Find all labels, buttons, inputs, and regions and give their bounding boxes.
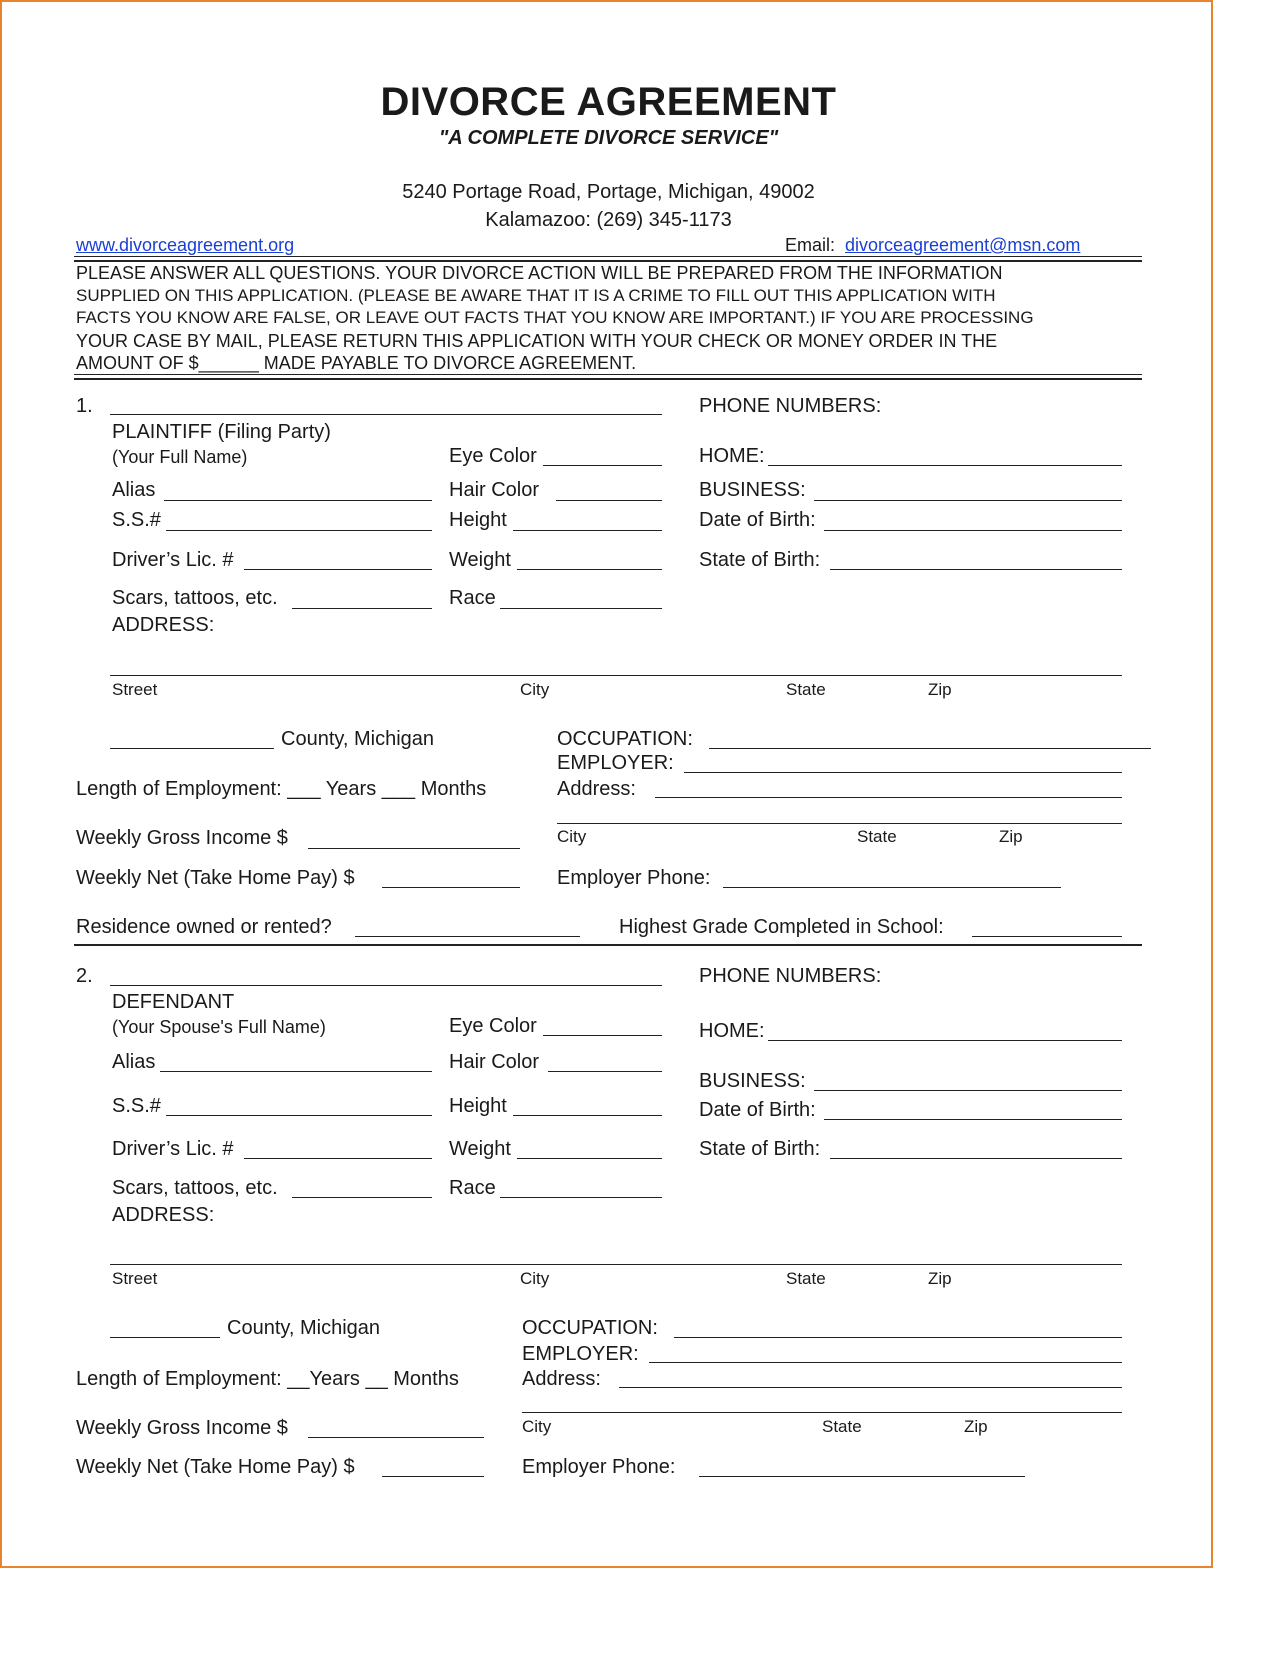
defendant-business-phone-field[interactable] bbox=[814, 1090, 1122, 1091]
plaintiff-party-label: PLAINTIFF (Filing Party) bbox=[112, 421, 331, 443]
defendant-employer-city-caption: City bbox=[522, 1417, 552, 1436]
defendant-alias-label: Alias bbox=[112, 1051, 156, 1073]
plaintiff-dob-label: Date of Birth: bbox=[699, 509, 816, 531]
plaintiff-employer-address-line2[interactable] bbox=[557, 823, 1122, 824]
defendant-race-field[interactable] bbox=[500, 1197, 662, 1198]
section-1-number: 1. bbox=[76, 395, 93, 417]
defendant-name-field[interactable] bbox=[110, 985, 662, 986]
plaintiff-height-field[interactable] bbox=[513, 530, 662, 531]
plaintiff-zip-caption: Zip bbox=[928, 680, 952, 699]
plaintiff-length-of-employment: Length of Employment: ___ Years ___ Months bbox=[76, 778, 487, 800]
plaintiff-home-phone-field[interactable] bbox=[768, 465, 1122, 466]
defendant-employer-zip-caption: Zip bbox=[964, 1417, 988, 1436]
plaintiff-race-label: Race bbox=[449, 587, 496, 609]
defendant-employer-state-caption: State bbox=[822, 1417, 862, 1436]
page-title: DIVORCE AGREEMENT bbox=[380, 80, 837, 124]
defendant-occupation-field[interactable] bbox=[674, 1337, 1122, 1338]
plaintiff-weekly-net-label: Weekly Net (Take Home Pay) $ bbox=[76, 867, 355, 889]
plaintiff-eye-color-field[interactable] bbox=[543, 465, 662, 466]
defendant-hair-color-label: Hair Color bbox=[449, 1051, 540, 1073]
instructions-divider bbox=[74, 374, 1142, 380]
defendant-business-phone-label: BUSINESS: bbox=[699, 1070, 806, 1092]
plaintiff-weekly-gross-field[interactable] bbox=[308, 848, 520, 849]
defendant-address-label: ADDRESS: bbox=[112, 1204, 215, 1226]
plaintiff-drivers-lic-label: Driver’s Lic. # bbox=[112, 549, 234, 571]
plaintiff-employer-phone-label: Employer Phone: bbox=[557, 867, 711, 889]
plaintiff-highest-grade-field[interactable] bbox=[972, 936, 1122, 937]
defendant-employer-phone-field[interactable] bbox=[699, 1476, 1025, 1477]
defendant-height-label: Height bbox=[449, 1095, 507, 1117]
plaintiff-city-caption: City bbox=[520, 680, 550, 699]
plaintiff-ss-field[interactable] bbox=[166, 530, 432, 531]
plaintiff-height-label: Height bbox=[449, 509, 507, 531]
email-label: Email: bbox=[785, 235, 836, 255]
plaintiff-name-field[interactable] bbox=[110, 414, 662, 415]
plaintiff-race-field[interactable] bbox=[500, 608, 662, 609]
plaintiff-hair-color-field[interactable] bbox=[556, 500, 662, 501]
defendant-employer-field[interactable] bbox=[649, 1362, 1122, 1363]
plaintiff-state-caption: State bbox=[786, 680, 826, 699]
plaintiff-hair-color-label: Hair Color bbox=[449, 479, 540, 501]
plaintiff-weekly-gross-label: Weekly Gross Income $ bbox=[76, 827, 288, 849]
defendant-ss-field[interactable] bbox=[166, 1115, 432, 1116]
plaintiff-scars-label: Scars, tattoos, etc. bbox=[112, 587, 278, 609]
plaintiff-name-hint: (Your Full Name) bbox=[112, 447, 248, 467]
plaintiff-state-of-birth-label: State of Birth: bbox=[699, 549, 821, 571]
defendant-employer-phone-label: Employer Phone: bbox=[522, 1456, 676, 1478]
instructions-line-4: YOUR CASE BY MAIL, PLEASE RETURN THIS APPLICATION WITH YOUR CHECK OR MONEY ORDER IN THE bbox=[76, 331, 998, 351]
defendant-scars-label: Scars, tattoos, etc. bbox=[112, 1177, 278, 1199]
plaintiff-county-label: County, Michigan bbox=[281, 728, 435, 750]
section-2-number: 2. bbox=[76, 965, 93, 987]
plaintiff-weekly-net-field[interactable] bbox=[382, 887, 520, 888]
page-subtitle: "A COMPLETE DIVORCE SERVICE" bbox=[438, 127, 779, 149]
defendant-height-field[interactable] bbox=[513, 1115, 662, 1116]
defendant-county-field[interactable] bbox=[110, 1337, 220, 1338]
plaintiff-business-phone-label: BUSINESS: bbox=[699, 479, 806, 501]
defendant-employer-address-line2[interactable] bbox=[522, 1412, 1122, 1413]
instructions-line-5: AMOUNT OF $______ MADE PAYABLE TO DIVORCE AGREEMENT. bbox=[76, 353, 637, 373]
defendant-street-caption: Street bbox=[112, 1269, 158, 1288]
plaintiff-employer-address-field[interactable] bbox=[655, 797, 1122, 798]
website-link[interactable]: www.divorceagreement.org bbox=[76, 235, 295, 255]
plaintiff-alias-label: Alias bbox=[112, 479, 156, 501]
defendant-weight-label: Weight bbox=[449, 1138, 511, 1160]
plaintiff-ss-label: S.S.# bbox=[112, 509, 161, 531]
plaintiff-residence-field[interactable] bbox=[355, 936, 580, 937]
defendant-occupation-label: OCCUPATION: bbox=[522, 1317, 658, 1339]
defendant-employer-address-label: Address: bbox=[522, 1368, 601, 1390]
instructions-line-3: FACTS YOU KNOW ARE FALSE, OR LEAVE OUT FACTS THAT YOU KNOW ARE IMPORTANT.) IF YOU ARE PROCESSING bbox=[76, 308, 1034, 327]
plaintiff-employer-field[interactable] bbox=[684, 772, 1122, 773]
defendant-drivers-lic-field[interactable] bbox=[244, 1158, 432, 1159]
defendant-zip-caption: Zip bbox=[928, 1269, 952, 1288]
plaintiff-phone-numbers-heading: PHONE NUMBERS: bbox=[699, 395, 882, 417]
office-phone: Kalamazoo: (269) 345-1173 bbox=[485, 209, 732, 231]
defendant-dob-label: Date of Birth: bbox=[699, 1099, 816, 1121]
office-address: 5240 Portage Road, Portage, Michigan, 49002 bbox=[402, 181, 815, 203]
plaintiff-occupation-field[interactable] bbox=[709, 748, 1151, 749]
defendant-state-caption: State bbox=[786, 1269, 826, 1288]
defendant-weekly-gross-field[interactable] bbox=[308, 1437, 484, 1438]
defendant-state-of-birth-field[interactable] bbox=[830, 1158, 1122, 1159]
email-link[interactable]: divorceagreement@msn.com bbox=[845, 235, 1081, 255]
plaintiff-address-label: ADDRESS: bbox=[112, 614, 215, 636]
defendant-eye-color-field[interactable] bbox=[543, 1035, 662, 1036]
defendant-home-phone-field[interactable] bbox=[768, 1040, 1122, 1041]
defendant-eye-color-label: Eye Color bbox=[449, 1015, 537, 1037]
defendant-alias-field[interactable] bbox=[160, 1071, 432, 1072]
plaintiff-address-field[interactable] bbox=[110, 675, 1122, 676]
defendant-county-label: County, Michigan bbox=[227, 1317, 381, 1339]
defendant-weekly-net-field[interactable] bbox=[382, 1476, 484, 1477]
instructions-line-1: PLEASE ANSWER ALL QUESTIONS. YOUR DIVORCE ACTION WILL BE PREPARED FROM THE INFORMATION bbox=[76, 263, 1003, 283]
plaintiff-alias-field[interactable] bbox=[164, 500, 432, 501]
defendant-employer-address-field[interactable] bbox=[619, 1387, 1122, 1388]
defendant-hair-color-field[interactable] bbox=[548, 1071, 662, 1072]
defendant-length-of-employment: Length of Employment: __Years __ Months bbox=[76, 1368, 459, 1390]
defendant-employer-label: EMPLOYER: bbox=[522, 1343, 639, 1365]
defendant-name-hint: (Your Spouse's Full Name) bbox=[112, 1017, 326, 1037]
defendant-party-label: DEFENDANT bbox=[112, 991, 235, 1013]
defendant-weekly-net-label: Weekly Net (Take Home Pay) $ bbox=[76, 1456, 355, 1478]
plaintiff-employer-zip-caption: Zip bbox=[999, 827, 1023, 846]
plaintiff-employer-city-caption: City bbox=[557, 827, 587, 846]
plaintiff-scars-field[interactable] bbox=[292, 608, 432, 609]
defendant-home-phone-label: HOME: bbox=[699, 1020, 765, 1042]
plaintiff-occupation-label: OCCUPATION: bbox=[557, 728, 693, 750]
instructions-line-2: SUPPLIED ON THIS APPLICATION. (PLEASE BE AWARE THAT IT IS A CRIME TO FILL OUT THIS APPLICATION WITH bbox=[76, 286, 996, 305]
plaintiff-weight-field[interactable] bbox=[517, 569, 662, 570]
plaintiff-residence-label: Residence owned or rented? bbox=[76, 916, 332, 938]
plaintiff-dob-field[interactable] bbox=[824, 530, 1122, 531]
defendant-ss-label: S.S.# bbox=[112, 1095, 161, 1117]
defendant-dob-field[interactable] bbox=[824, 1119, 1122, 1120]
defendant-address-field[interactable] bbox=[110, 1264, 1122, 1265]
defendant-state-of-birth-label: State of Birth: bbox=[699, 1138, 821, 1160]
plaintiff-highest-grade-label: Highest Grade Completed in School: bbox=[619, 916, 944, 938]
defendant-city-caption: City bbox=[520, 1269, 550, 1288]
plaintiff-employer-label: EMPLOYER: bbox=[557, 752, 674, 774]
plaintiff-street-caption: Street bbox=[112, 680, 158, 699]
plaintiff-weight-label: Weight bbox=[449, 549, 511, 571]
defendant-race-label: Race bbox=[449, 1177, 496, 1199]
plaintiff-business-phone-field[interactable] bbox=[814, 500, 1122, 501]
section-divider bbox=[74, 944, 1142, 946]
plaintiff-home-phone-label: HOME: bbox=[699, 445, 765, 467]
defendant-phone-numbers-heading: PHONE NUMBERS: bbox=[699, 965, 882, 987]
defendant-scars-field[interactable] bbox=[292, 1197, 432, 1198]
defendant-drivers-lic-label: Driver’s Lic. # bbox=[112, 1138, 234, 1160]
plaintiff-eye-color-label: Eye Color bbox=[449, 445, 537, 467]
plaintiff-state-of-birth-field[interactable] bbox=[830, 569, 1122, 570]
defendant-weight-field[interactable] bbox=[517, 1158, 662, 1159]
plaintiff-drivers-lic-field[interactable] bbox=[244, 569, 432, 570]
plaintiff-county-field[interactable] bbox=[110, 748, 274, 749]
plaintiff-employer-address-label: Address: bbox=[557, 778, 636, 800]
plaintiff-employer-phone-field[interactable] bbox=[723, 887, 1061, 888]
defendant-weekly-gross-label: Weekly Gross Income $ bbox=[76, 1417, 288, 1439]
plaintiff-employer-state-caption: State bbox=[857, 827, 897, 846]
